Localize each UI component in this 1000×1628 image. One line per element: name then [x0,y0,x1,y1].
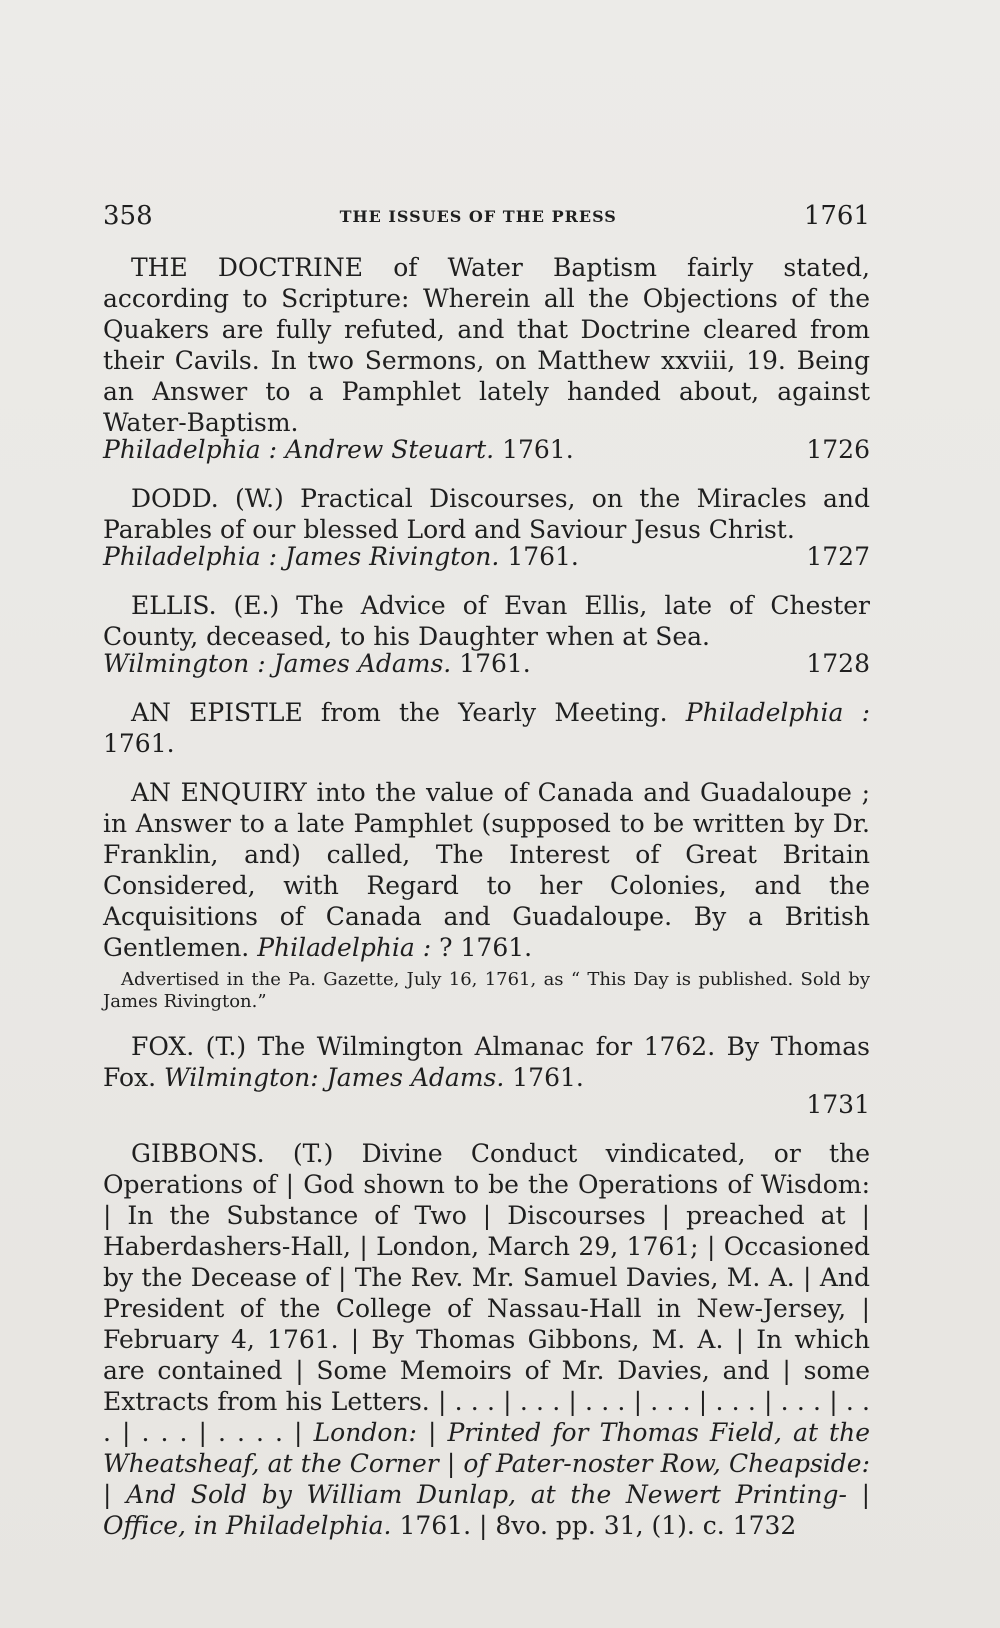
entry-text: ELLIS. (E.) The Advice of Evan Ellis, late of Chester County, deceased, to his Daughter when at Sea. [103,591,870,651]
entry-text: DODD. (W.) Practical Discourses, on the Miracles and Parables of our blessed Lord and Saviour Jesus Christ. [103,484,870,544]
entry-text-and-imprint [103,777,870,963]
entry-place: Philadelphia : [257,933,432,962]
entry-1726 [103,252,870,465]
entry-number: 1727 [806,542,870,571]
entry-text-and-imprint [103,1031,870,1093]
entry-citation-line [103,648,870,679]
entry-year: 1761. [502,435,574,464]
entry-place: Philadelphia : [103,542,277,571]
entry-place: Wilmington: [164,1063,319,1092]
entry-imprint [103,434,574,465]
entry-year: 1761. [460,933,533,962]
entry-1731 [103,1031,870,1120]
entry-year: 1761. [459,649,531,678]
entry-citation-line [103,1089,870,1120]
document-content [103,252,870,1559]
page-number: 358 [103,201,153,231]
entry-text: FOX. (T.) The Wilmington Almanac for 1762. By Thomas Fox. [103,1032,870,1092]
entry-text: GIBBONS. (T.) Divine Conduct vindicated, or the Operations of | God shown to be the Operations of Wisdom: | In the Substance of Two | Discourses | preached at | Haberdashers-Hall, | London, March 29, 1761; | Occasioned by the Decease of | The Rev. Mr. Samuel Davies, M. A. | And President of the College of Nassau-Hall in New-Jersey, | February 4, 1761. | By Thomas Gibbons, M. A. | In which are contained | Some Memoirs of Mr. Davies, and | some Extracts from his Letters. | . . . | . . . | . . . | . . . | . . . | . . . | . . . | . . . | . . . . | [103,1139,870,1447]
entry-number: 1728 [806,649,870,678]
entry-text-and-imprint [103,1138,870,1541]
entry-enquiry [103,777,870,963]
entry-imprint [103,541,579,572]
entry-text: AN EPISTLE from the Yearly Meeting. [131,698,668,727]
entry-place: Philadelphia : [103,435,277,464]
entry-text: THE DOCTRINE of Water Baptism fairly stated, according to Scripture: Wherein all the Objections of the Quakers are fully refuted, and that Doctrine cleared from their Cavils. In two Sermons, on Matthew xxviii, 19. Being an Answer to a Pamphlet lately handed about, against Water-Baptism. [103,253,870,437]
entry-epistle [103,697,870,759]
entry-place-suffix: ? [439,933,453,962]
entry-imprint [103,648,531,679]
entry-citation-line [103,434,870,465]
entry-printer: Andrew Steuart. [284,435,495,464]
entry-1728 [103,590,870,679]
entry-citation-line [103,541,870,572]
header-year: 1761 [803,201,870,231]
entry-number: 1726 [806,435,870,464]
entry-1727 [103,483,870,572]
entry-printer: | Printed for Thomas Field, at the Wheatsheaf, at the Corner | of Pater-noster Row, Cheapside: | And Sold by William Dunlap, at the Newert Printing- | Office, in Philadelphia. [103,1418,871,1540]
entry-year: 1761. [512,1063,584,1092]
running-head: THE ISSUES OF THE PRESS [339,206,617,226]
entry-place: Philadelphia : [685,698,870,727]
entry-place: Wilmington : [103,649,266,678]
entry-printer: James Rivington. [284,542,500,571]
entry-1732 [103,1138,870,1541]
entry-text: AN ENQUIRY into the value of Canada and Guadaloupe ; in Answer to a late Pamphlet (supposed to be written by Dr. Franklin, and) called, The Interest of Great Britain Considered, with Regard to her Colonies, and the Acquisitions of Canada and Guadaloupe. By a British Gentlemen. [103,778,870,962]
entry-year: 1761. | 8vo. pp. 31, (1). c. [399,1511,725,1540]
entry-place: London: [313,1418,417,1447]
entry-year: 1761. [103,729,175,758]
entry-year: 1761. [507,542,579,571]
entry-text-and-imprint [103,697,870,759]
page-header [103,198,870,234]
entry-printer: James Adams. [273,649,452,678]
entry-printer: James Adams. [326,1063,505,1092]
entry-number: 1731 [806,1090,870,1119]
entry-number: 1732 [732,1511,797,1540]
advertisement-note: Advertised in the Pa. Gazette, July 16, 1761, as “ This Day is published. Sold by James Rivington.” [103,969,870,1012]
